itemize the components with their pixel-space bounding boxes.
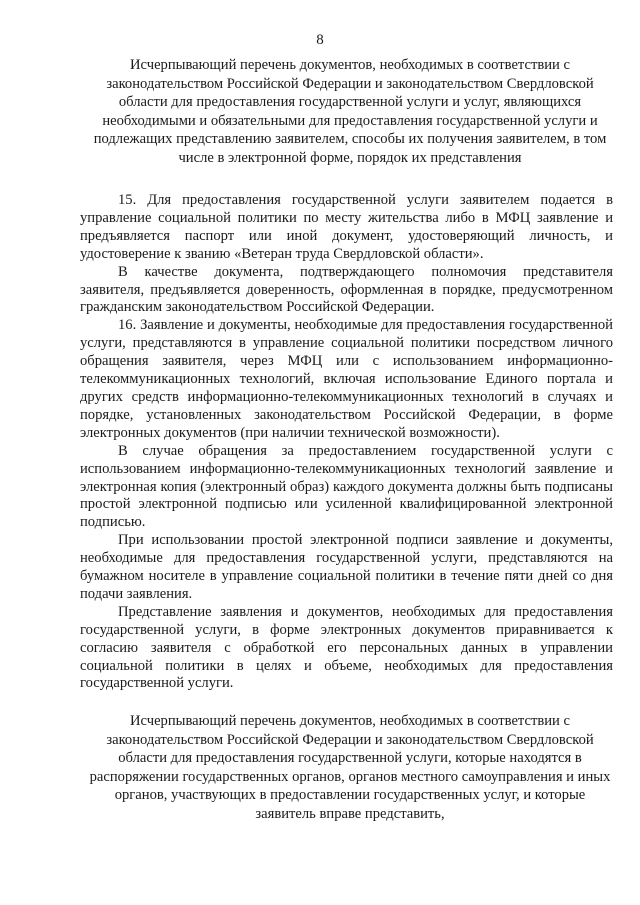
paragraph-personal-data-consent: Представление заявления и документов, необходимых для предоставления государственной услуги, в форме электронных документов приравнивается к согласию заявителя с обработкой его персональных данных в управлении социальной политики в целях и объеме, необходимых для предоставления государственной услуги. [80, 603, 613, 692]
section-heading-documents-required: Исчерпывающий перечень документов, необходимых в соответствии с законодательством Российской Федерации и законодательством Свердловской области для предоставления государственной услуги и услуг, являющихся необходимыми и обязательными для предоставления государственной услуги и подлежащих представлению заявителем, способы их получения заявителем, в том числе в электронной форме, порядок их представления [93, 57, 607, 166]
paragraph-16: 16. Заявление и документы, необходимые для предоставления государственной услуги, представляются в управление социальной политики посредством личного обращения заявителя, через МФЦ или с использованием информационно-телекоммуникационных технологий, включая использование Единого портала и других средств информационно-телекоммуникационных технологий в случаях и порядке, установленных законодательством Российской Федерации, в форме электронных документов (при наличии технической возможности). [80, 317, 613, 441]
section-heading-documents-in-possession: Исчерпывающий перечень документов, необходимых в соответствии с законодательством Российской Федерации и законодательством Свердловской области для предоставления государственной услуги, которые находятся в распоряжении государственных органов, органов местного самоуправления и иных органов, участвующих в предоставлении государственных услуг, и которые заявитель вправе представить, [89, 713, 611, 822]
page-number: 8 [316, 32, 324, 48]
paragraph-simple-signature: При использовании простой электронной подписи заявление и документы, необходимые для предоставления государственной услуги, представляются на бумажном носителе в управление социальной политики в течение пяти дней со дня подачи заявления. [80, 532, 613, 602]
paragraph-representative: В качестве документа, подтверждающего полномочия представителя заявителя, предъявляется доверенность, оформленная в порядке, предусмотренном гражданским законодательством Российской Федерации. [80, 263, 613, 316]
body-text [80, 192, 613, 693]
paragraph-electronic-signature: В случае обращения за предоставлением государственной услуги с использованием информационно-телекоммуникационных технологий заявление и электронная копия (электронный образ) каждого документа должны быть подписаны простой электронной подписью или усиленной квалифицированной электронной подписью. [80, 442, 613, 531]
paragraph-15: 15. Для предоставления государственной услуги заявителем подается в управление социальной политики по месту жительства либо в МФЦ заявление и предъявляется паспорт или иной документ, удостоверяющий личность, и удостоверение к званию «Ветеран труда Свердловской области». [80, 192, 613, 262]
